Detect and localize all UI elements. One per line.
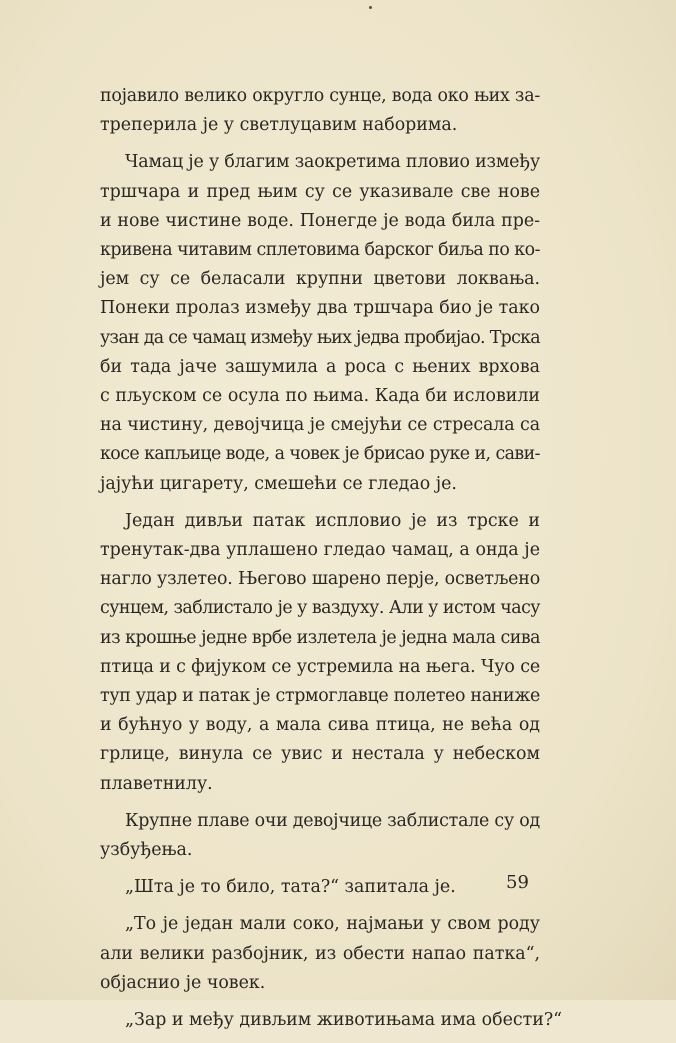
- text-line: јем су се беласали крупни цветови локвања.: [100, 269, 540, 290]
- text-line: туп удар и патак је стрмоглавце полетео наниже: [100, 686, 540, 707]
- text-line: тршчара и пред њим су се указивале све нове: [100, 181, 540, 202]
- text-line: Понеки пролаз између два тршчара био је тако: [100, 298, 540, 319]
- text-line: косе капљице воде, а човек је брисао руке и, сави-: [100, 444, 540, 465]
- text-line: сунцем, заблистало је у ваздуху. Али у истом часу: [100, 598, 540, 619]
- text-line: Један дивљи патак испловио је из трске и: [125, 510, 540, 531]
- text-line: појавило велико округло сунце, вода око њих за-: [100, 86, 540, 106]
- text-line: би тада јаче зашумила а роса с њених врхова: [100, 356, 540, 377]
- text-line: из крошње једне врбе излетела је једна мала сива: [100, 627, 540, 648]
- text-line: и нове чистине воде. Понегде је вода била пре-: [100, 210, 540, 231]
- text-line: узан да се чамац између њих једва пробијао. Трска: [100, 327, 540, 348]
- text-line: грлице, винула се увис и нестала у небеском: [100, 744, 540, 765]
- text-line: „Зар и међу дивљим животињама има обести?“: [125, 1010, 563, 1031]
- text-line: плаветнилу.: [100, 773, 213, 794]
- text-line: „То је један мали соко, најмањи у свом роду: [125, 914, 540, 935]
- text-line: на чистину, девојчица је смејући се стресала са: [100, 415, 540, 436]
- text-line: објаснио је човек.: [100, 972, 266, 993]
- text-line: Крупне плаве очи девојчице заблистале су од: [125, 810, 540, 831]
- paragraph: [100, 910, 540, 998]
- text-line: узбуђења.: [100, 840, 193, 861]
- text-line: кривена читавим сплетовима барског биља по ко-: [100, 240, 540, 261]
- paragraph: [100, 807, 540, 865]
- text-line: „Шта је то било, тата?“ запитала је.: [125, 877, 456, 898]
- paragraph: [100, 507, 540, 799]
- paragraph: [100, 873, 540, 902]
- text-line: јајући цигарету, смешећи се гледао је.: [100, 473, 457, 494]
- text-line: али велики разбојник, из обести напао патка“,: [100, 943, 540, 964]
- text-line: и бућнуо у воду, а мала сива птица, не већа од: [100, 715, 540, 736]
- text-line: тренутак-два уплашено гледао чамац, а онда је: [100, 540, 540, 561]
- page-number: 59: [506, 872, 529, 893]
- paragraph: [100, 148, 540, 498]
- text-line: Чамац је у благим заокретима пловио између: [125, 152, 540, 173]
- text-line: с пљуском се осула по њима. Када би исловили: [100, 386, 540, 407]
- body-text: [100, 82, 563, 1043]
- ink-dot: [369, 6, 372, 9]
- text-line: птица и с фијуком се устремила на њега. Чуо се: [100, 656, 540, 677]
- paragraph: [100, 1006, 563, 1035]
- paragraph: [100, 82, 540, 140]
- text-line: треперила је у светлуцавим наборима.: [100, 115, 458, 136]
- text-line: нагло узлетео. Његово шарено перје, осветљено: [100, 569, 540, 590]
